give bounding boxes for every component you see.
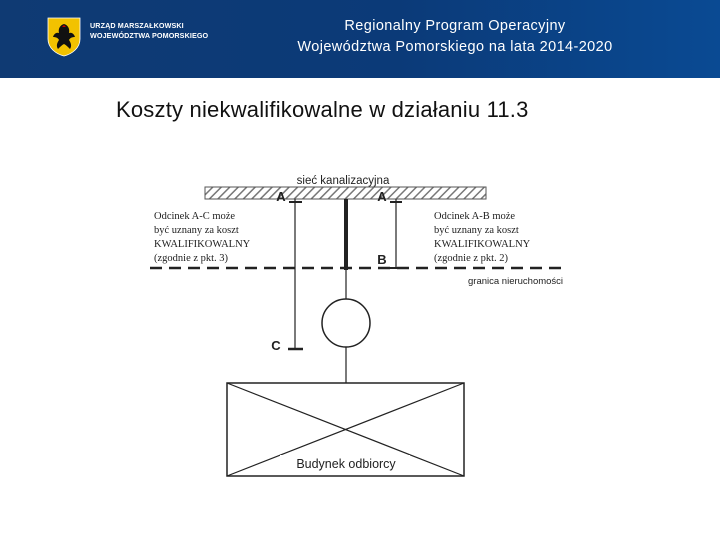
program-title-line2: Województwa Pomorskiego na lata 2014-2020 xyxy=(297,39,613,55)
slide-title: Koszty niekwalifikowalne w działaniu 11.3 xyxy=(116,97,529,122)
note-right-line2: być uznany za koszt xyxy=(434,225,519,236)
org-name-line1: URZĄD MARSZAŁKOWSKI xyxy=(90,21,184,30)
point-b-label: B xyxy=(377,252,387,267)
note-left-line3: KWALIFIKOWALNY xyxy=(154,239,251,250)
point-c-label: C xyxy=(271,338,281,353)
program-title-line1: Regionalny Program Operacyjny xyxy=(344,18,566,34)
note-left-line1: Odcinek A-C może xyxy=(154,211,236,222)
sewer-network-bar xyxy=(205,187,486,199)
note-left xyxy=(154,211,251,264)
note-left-line2: być uznany za koszt xyxy=(154,225,239,236)
property-boundary-label: granica nieruchomości xyxy=(468,276,564,287)
point-a-left-label: A xyxy=(276,189,286,204)
sewer-network-label: sieć kanalizacyjna xyxy=(296,175,390,187)
note-right-line4: (zgodnie z pkt. 2) xyxy=(434,253,509,264)
org-name-line2: WOJEWÓDZTWA POMORSKIEGO xyxy=(90,31,209,40)
point-a-right-label: A xyxy=(377,189,387,204)
note-right-line3: KWALIFIKOWALNY xyxy=(434,239,531,250)
note-left-line4: (zgodnie z pkt. 3) xyxy=(154,253,229,264)
inspection-well xyxy=(322,299,370,347)
note-right-line1: Odcinek A-B może xyxy=(434,211,516,222)
building-label: Budynek odbiorcy xyxy=(296,457,396,471)
note-right xyxy=(434,211,531,264)
